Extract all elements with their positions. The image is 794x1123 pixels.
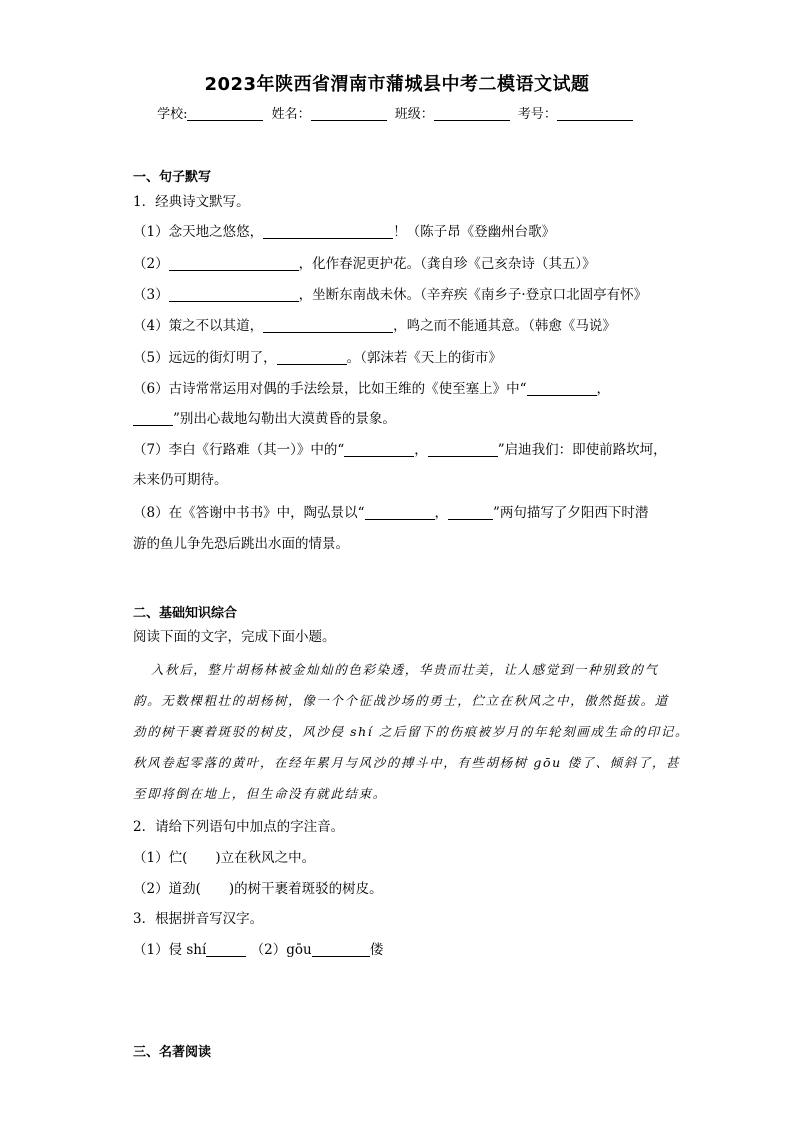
- q1-item-2-source: ，化作春泥更护花。（龚自珍《己亥杂诗（其五）》: [298, 256, 596, 272]
- exam-no-label: 考号：: [517, 107, 557, 122]
- q1-item-6-text: （6）古诗常常运用对偶的手法绘景，比如王维的《使至塞上》中“: [133, 381, 527, 397]
- answer-blank[interactable]: [263, 318, 393, 333]
- answer-blank[interactable]: [428, 442, 498, 457]
- school-label: 学校:: [157, 107, 188, 122]
- q2-item-1-rest: )立在秋风之中。: [215, 850, 316, 866]
- q1-item-8-text: （8）在《答谢中书书》中，陶弘景以“: [133, 505, 365, 521]
- q1-item-1: [133, 223, 555, 241]
- q1-item-4-source: ，鸣之而不能通其意。（韩愈《马说》: [393, 318, 616, 334]
- answer-blank[interactable]: [312, 942, 370, 957]
- q1-item-4: [133, 317, 616, 335]
- question-1: 1．经典诗文默写。: [133, 194, 250, 210]
- q2-item-1: [133, 849, 315, 867]
- q1-item-5: [133, 349, 502, 367]
- section3-heading: 三、名著阅读: [133, 1045, 212, 1060]
- q2-item-2-text: （2）道劲(: [133, 881, 201, 897]
- q1-item-8-comma: ，: [434, 505, 448, 521]
- q1-item-8: [133, 504, 648, 522]
- q1-item-7: [133, 441, 667, 459]
- section2-heading: 二、基础知识综合: [133, 606, 238, 621]
- q1-item-6-rest: ”别出心裁地勾勒出大漠黄昏的景象。: [173, 411, 396, 427]
- school-blank[interactable]: [187, 107, 263, 121]
- q1-item-6-cont: [133, 410, 396, 428]
- question-3: 3．根据拼音写汉字。: [133, 911, 264, 927]
- answer-blank[interactable]: [169, 287, 299, 302]
- section2-intro: 阅读下面的文字，完成下面小题。: [133, 629, 336, 645]
- q1-item-1-text: （1）念天地之悠悠，: [133, 224, 264, 240]
- name-label: 姓名：: [271, 107, 311, 122]
- exam-no-blank[interactable]: [557, 107, 633, 121]
- q1-item-4-text: （4）策之不以其道，: [133, 318, 264, 334]
- q2-item-2: [133, 880, 383, 898]
- q3-item: [133, 941, 383, 959]
- answer-blank[interactable]: [277, 350, 347, 365]
- answer-blank[interactable]: [527, 381, 597, 396]
- passage-line: 劲的树干裹着斑驳的树皮，风沙侵 shí 之后留下的伤痕被岁月的年轮刻画成生命的印记。: [133, 724, 690, 739]
- q1-item-2-text: （2）: [133, 256, 169, 272]
- passage-line: 至即将倒在地上，但生命没有就此结束。: [133, 786, 387, 801]
- q2-item-1-text: （1）伫(: [133, 850, 188, 866]
- q1-item-7-rest: ”启迪我们：即使前路坎坷，: [497, 442, 667, 458]
- answer-blank[interactable]: [133, 411, 173, 426]
- question-2: 2．请给下列语句中加点的字注音。: [133, 819, 345, 835]
- answer-blank[interactable]: [448, 505, 493, 520]
- q2-item-2-rest: )的树干裹着斑驳的树皮。: [228, 881, 383, 897]
- q1-item-6-comma: ，: [596, 381, 610, 397]
- q1-item-8-rest: ”两句描写了夕阳西下时潜: [493, 505, 649, 521]
- q1-item-5-text: （5）远远的街灯明了，: [133, 350, 277, 366]
- class-blank[interactable]: [434, 107, 510, 121]
- q1-item-7-cont: 未来仍可期待。: [133, 472, 228, 488]
- answer-blank[interactable]: [206, 942, 246, 957]
- q1-item-3: [133, 286, 647, 304]
- page-title: 2023年陕西省渭南市蒲城县中考二模语文试题: [204, 74, 590, 95]
- q1-item-7-comma: ，: [414, 442, 428, 458]
- passage-line: 入秋后，整片胡杨林被金灿灿的色彩染透，华贵而壮美，让人感觉到一种别致的气: [151, 662, 659, 677]
- answer-blank[interactable]: [344, 442, 414, 457]
- passage-line: 韵。无数棵粗壮的胡杨树，像一个个征战沙场的勇士，伫立在秋风之中，傲然挺拔。道: [133, 693, 669, 708]
- answer-blank[interactable]: [169, 256, 299, 271]
- q1-item-2: [133, 255, 596, 273]
- q1-item-6: [133, 380, 610, 398]
- q3-item-2-text: （2）gōu: [250, 942, 312, 958]
- q3-item-1-text: （1）侵 shí: [133, 942, 207, 958]
- q1-item-5-source: 。（郭沫若《天上的街市》: [346, 350, 502, 366]
- q1-item-7-text: （7）李白《行路难（其一）》中的“: [133, 442, 345, 458]
- answer-blank[interactable]: [263, 224, 393, 239]
- q1-item-3-text: （3）: [133, 287, 169, 303]
- q3-item-2-suffix: 偻: [369, 942, 384, 958]
- passage-line: 秋风卷起零落的黄叶，在经年累月与风沙的搏斗中，有些胡杨树 gōu 偻了、倾斜了，甚: [133, 755, 681, 770]
- q1-item-3-source: ，坐断东南战未休。（辛弃疾《南乡子·登京口北固亭有怀》: [298, 287, 648, 303]
- answer-blank[interactable]: [365, 505, 435, 520]
- section1-heading: 一、句子默写: [133, 170, 212, 185]
- q1-item-8-cont: 游的鱼儿争先恐后跳出水面的情景。: [133, 536, 349, 552]
- name-blank[interactable]: [311, 107, 387, 121]
- class-label: 班级：: [394, 107, 434, 122]
- student-info-line: [0, 103, 794, 122]
- q1-item-1-source: ！（陈子昂《登幽州台歌》: [393, 224, 556, 240]
